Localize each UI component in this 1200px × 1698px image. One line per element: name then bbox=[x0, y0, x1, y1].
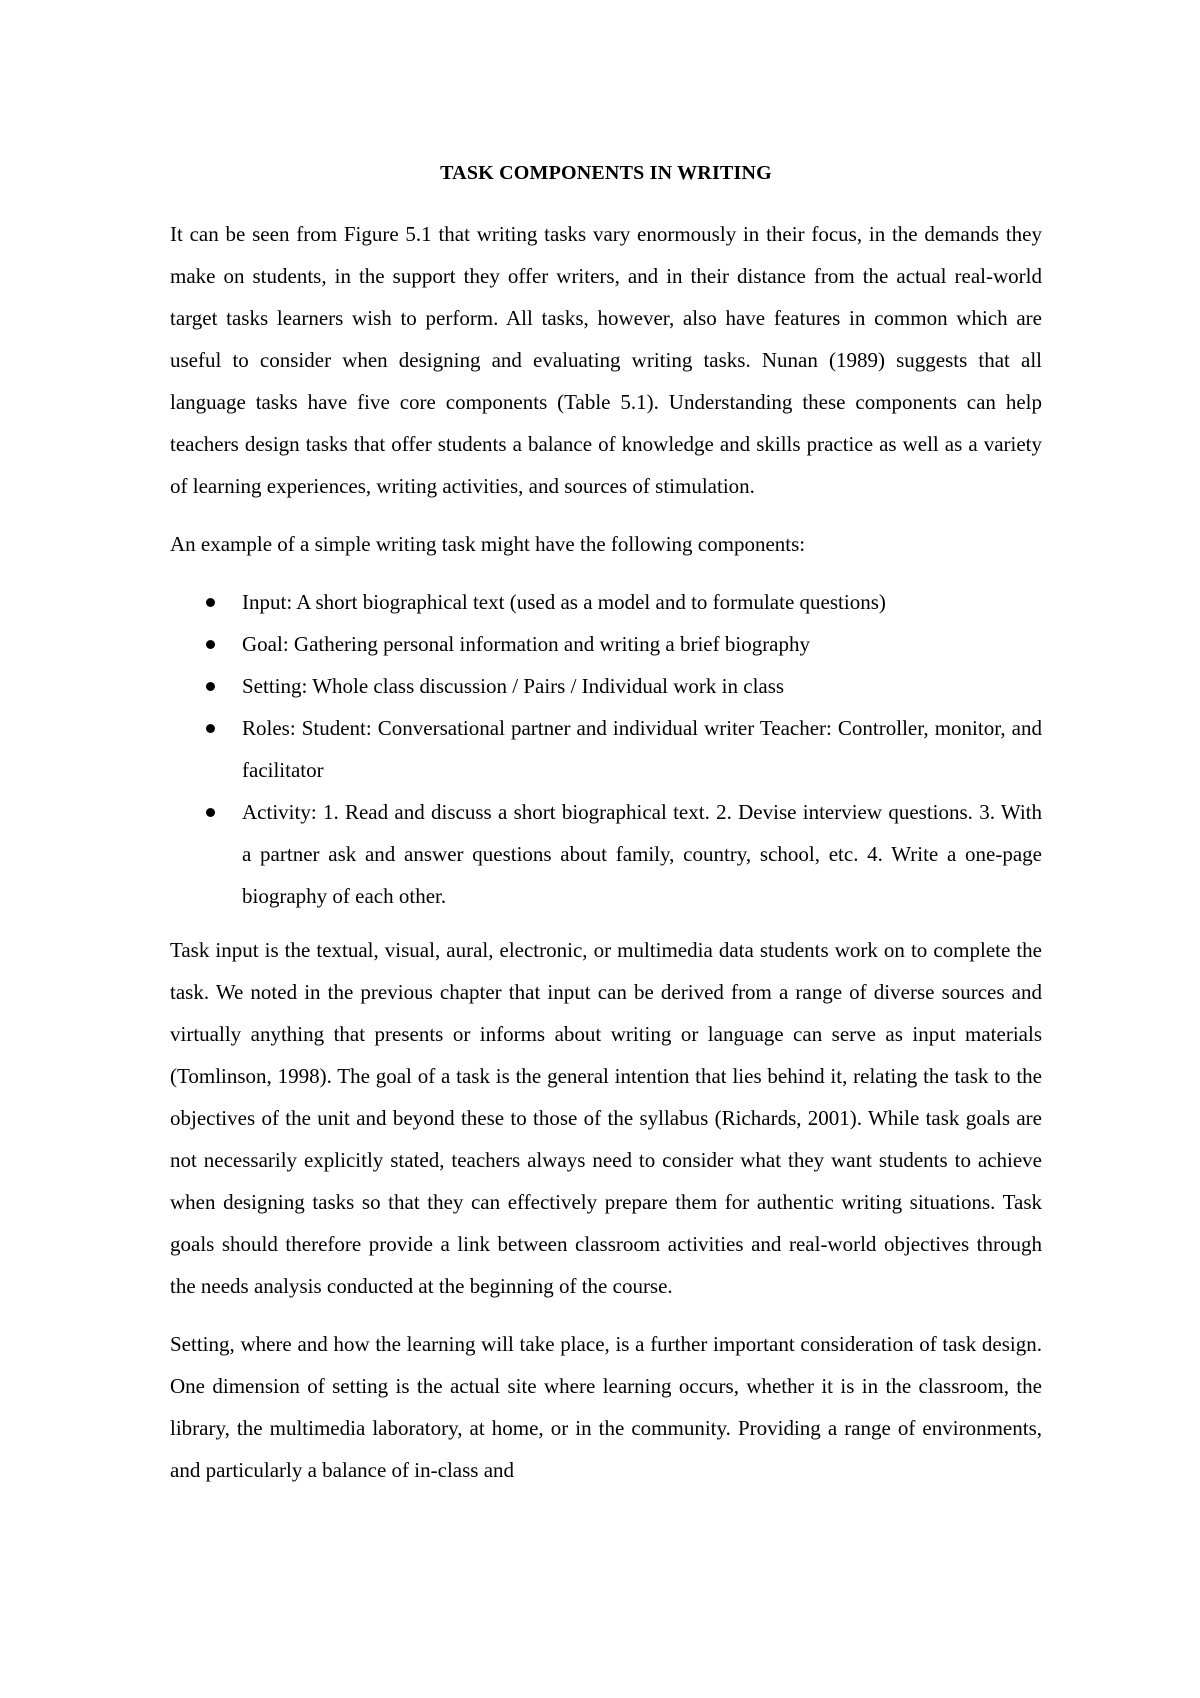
task-components-list bbox=[170, 581, 1042, 917]
list-item-goal bbox=[170, 623, 1042, 665]
paragraph-setting: Setting, where and how the learning will take place, is a further important consideration of task design. One dimension of setting is the actual site where learning occurs, whether it is in the classroom, the library, the multimedia laboratory, at home, or in the community. Providing a range of environments, and particularly a balance of in-class and bbox=[170, 1332, 1042, 1482]
list-item-setting bbox=[170, 665, 1042, 707]
bullet-icon bbox=[206, 682, 215, 691]
bullet-icon bbox=[206, 598, 215, 607]
list-item-roles bbox=[170, 707, 1042, 791]
list-item-input bbox=[170, 581, 1042, 623]
list-item-text: Roles: Student: Conversational partner and individual writer Teacher: Controller, monitor, and facilitator bbox=[242, 716, 1042, 782]
paragraph-task-input: Task input is the textual, visual, aural, electronic, or multimedia data students work on to complete the task. We noted in the previous chapter that input can be derived from a range of diverse sources and virtually anything that presents or informs about writing or language can serve as input materials (Tomlinson, 1998). The goal of a task is the general intention that lies behind it, relating the task to the objectives of the unit and beyond these to those of the syllabus (Richards, 2001). While task goals are not necessarily explicitly stated, teachers always need to consider what they want students to achieve when designing tasks so that they can effectively prepare them for authentic writing situations. Task goals should therefore provide a link between classroom activities and real-world objectives through the needs analysis conducted at the beginning of the course. bbox=[170, 938, 1042, 1298]
paragraph-example-lead: An example of a simple writing task might have the following components: bbox=[170, 532, 806, 556]
list-item-text: Setting: Whole class discussion / Pairs / Individual work in class bbox=[242, 674, 785, 698]
bullet-icon bbox=[206, 808, 215, 817]
page-title: TASK COMPONENTS IN WRITING bbox=[440, 162, 772, 184]
bullet-icon bbox=[206, 640, 215, 649]
list-item-text: Goal: Gathering personal information and writing a brief biography bbox=[242, 632, 811, 656]
list-item-text: Activity: 1. Read and discuss a short biographical text. 2. Devise interview questions. 3. With a partner ask and answer questions about family, country, school, etc. 4. Write a one-page biography of each other. bbox=[242, 800, 1042, 908]
bullet-icon bbox=[206, 724, 215, 733]
document-page bbox=[170, 156, 1042, 1491]
paragraph-intro: It can be seen from Figure 5.1 that writing tasks vary enormously in their focus, in the demands they make on students, in the support they offer writers, and in their distance from the actual real-world target tasks learners wish to perform. All tasks, however, also have features in common which are useful to consider when designing and evaluating writing tasks. Nunan (1989) suggests that all language tasks have five core components (Table 5.1). Understanding these components can help teachers design tasks that offer students a balance of knowledge and skills practice as well as a variety of learning experiences, writing activities, and sources of stimulation. bbox=[170, 222, 1042, 498]
list-item-activity bbox=[170, 791, 1042, 917]
list-item-text: Input: A short biographical text (used as a model and to formulate questions) bbox=[242, 590, 886, 614]
